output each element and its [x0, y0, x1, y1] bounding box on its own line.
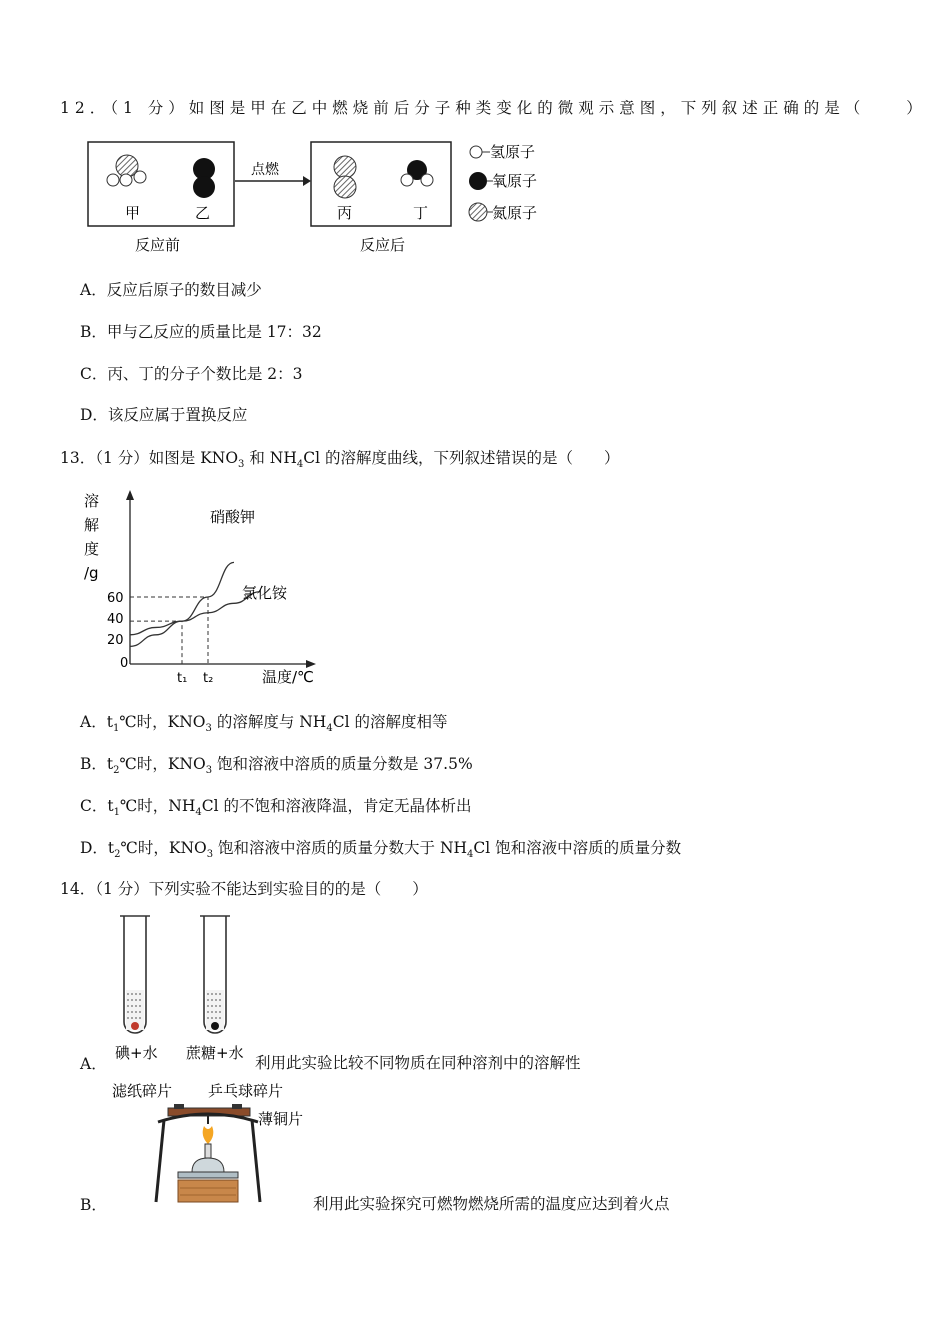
curve-series-1	[130, 592, 260, 635]
legend-oxygen	[469, 172, 537, 190]
q13-option-b[interactable]: B．$t_2℃$时，$KNO_3$ 饱和溶液中溶质的质量分数是 37.5%	[80, 755, 473, 777]
x-axis-arrow	[306, 660, 316, 668]
label-ding: 丁	[413, 204, 429, 222]
molecule-ding	[401, 160, 433, 186]
y-label-char: 度	[84, 540, 100, 558]
label-bing: 丙	[337, 204, 353, 222]
x-axis-label: 温度/℃	[262, 668, 314, 686]
solubility-chart	[80, 486, 330, 690]
q14-option-b-letter[interactable]: B．	[80, 1196, 107, 1214]
curves	[130, 562, 260, 646]
molecule-bing	[334, 156, 356, 198]
svg-text:氢原子: 氢原子	[490, 143, 536, 161]
tube2-label: 蔗糖+水	[186, 1044, 244, 1062]
q12-option-a[interactable]: A．反应后原子的数目减少	[80, 281, 262, 299]
svg-text:氮原子: 氮原子	[492, 204, 538, 222]
label-jia: 甲	[125, 204, 141, 222]
legend-hydrogen	[470, 143, 535, 161]
series-label-nh4cl: 氯化铵	[242, 584, 288, 602]
tube1-label: 碘+水	[115, 1044, 158, 1062]
y-tick-label: 40	[107, 612, 124, 627]
q14-option-b-text[interactable]: 利用此实验探究可燃物燃烧所需的温度应达到着火点	[313, 1195, 670, 1213]
copper-sheet-label: 薄铜片	[258, 1110, 304, 1128]
q12-option-c[interactable]: C．丙、丁的分子个数比是 2：3	[80, 365, 303, 383]
label-yi: 乙	[195, 204, 211, 222]
y-tick-label: 60	[107, 591, 124, 606]
molecule-yi	[193, 158, 215, 198]
alcohol-lamp	[178, 1126, 238, 1202]
q14-stem: 14．（1 分）下列实验不能达到实验目的的是（ ）	[60, 880, 428, 898]
test-tube-iodine	[120, 916, 150, 1033]
combustion-setup-figure	[108, 1074, 318, 1214]
q13-stem: 13．（1 分）如图是 $KNO_3$ 和 $NH_4Cl$ 的溶解度曲线，下列叙述错误的是（ ）	[60, 449, 620, 471]
after-caption: 反应后	[360, 236, 406, 254]
arrow-label: 点燃	[251, 162, 279, 178]
svg-text:氧原子: 氧原子	[492, 172, 538, 190]
pingpong-label: 乒乓球碎片	[208, 1082, 284, 1100]
x-tick-label: t₁	[177, 671, 188, 686]
series-label-kno3: 硝酸钾	[210, 508, 256, 526]
q14-option-a-text[interactable]: 利用此实验比较不同物质在同种溶剂中的溶解性	[255, 1054, 581, 1072]
q12-diagram	[85, 136, 575, 260]
q14-option-a-letter[interactable]: A．	[80, 1055, 107, 1073]
y-axis-label	[84, 492, 99, 582]
q13-option-a[interactable]: A．$t_1℃$时，$KNO_3$ 的溶解度与 $NH_4Cl$ 的溶解度相等	[80, 713, 448, 735]
test-tube-sucrose	[200, 916, 230, 1033]
y-tick-label: 20	[107, 633, 124, 648]
q12-stem: 12．（1 分）如图是甲在乙中燃烧前后分子种类变化的微观示意图，下列叙述正确的是（ ）	[60, 99, 927, 117]
y-label-char: 溶	[84, 492, 100, 510]
x-tick-label: t₂	[203, 671, 214, 686]
q12-option-d[interactable]: D．该反应属于置换反应	[80, 406, 248, 424]
test-tubes-figure	[110, 910, 270, 1068]
q13-option-c[interactable]: C．$t_1℃$时，$NH_4Cl$ 的不饱和溶液降温，肯定无晶体析出	[80, 797, 472, 819]
y-label-char: 解	[84, 516, 100, 534]
origin-label: 0	[120, 656, 129, 671]
legend-nitrogen	[469, 203, 537, 222]
filter-paper-label: 滤纸碎片	[112, 1082, 173, 1100]
molecule-jia	[107, 155, 146, 186]
before-caption: 反应前	[135, 236, 181, 254]
y-axis-arrow	[126, 490, 134, 500]
q12-option-b[interactable]: B．甲与乙反应的质量比是 17：32	[80, 323, 322, 341]
y-label-char: /g	[84, 564, 99, 582]
q13-option-d[interactable]: D．$t_2℃$时，$KNO_3$ 饱和溶液中溶质的质量分数大于 $NH_4Cl$ 饱和溶液中溶质的质量分数	[80, 839, 682, 861]
